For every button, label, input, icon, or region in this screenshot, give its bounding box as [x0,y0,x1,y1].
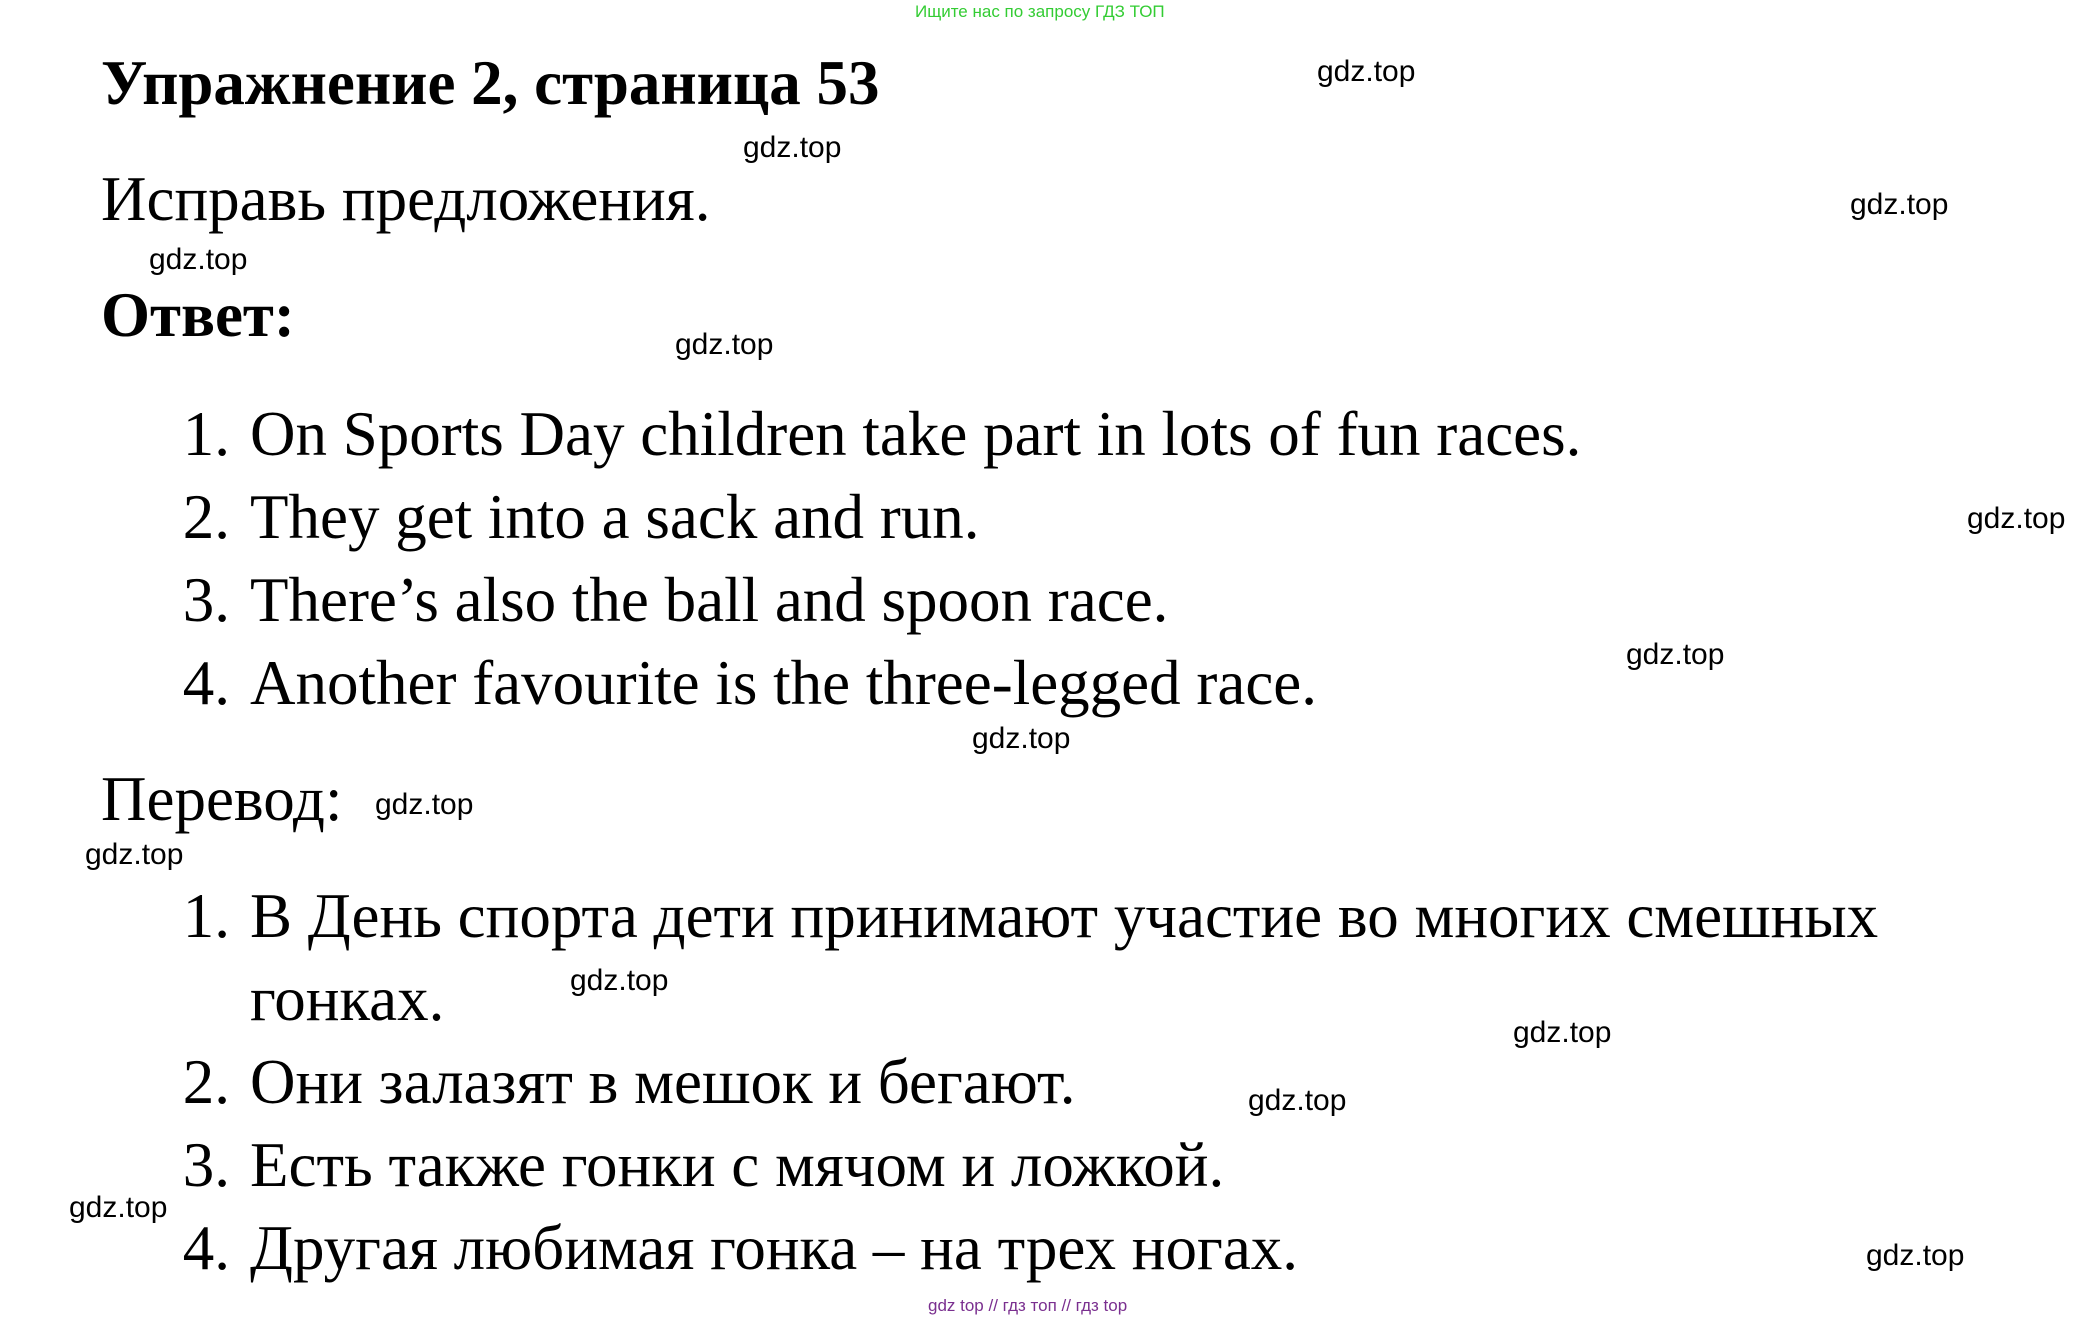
watermark: gdz.top [675,328,774,361]
translation-number: 1. [182,881,230,951]
answer-item [182,482,980,552]
answer-item [182,648,1318,718]
footer-watermark: gdz top // гдз топ // гдз top [928,1296,1128,1315]
translation-item [182,1047,1076,1117]
watermark: gdz.top [1248,1084,1347,1117]
watermark: gdz.top [1866,1239,1965,1272]
translation-item [182,1213,1299,1283]
page-title: Упражнение 2, страница 53 [101,48,880,118]
translation-heading: Перевод: [101,764,343,834]
answer-heading: Ответ: [101,280,295,350]
translation-text: В День спорта дети принимают участие во многих смешных [250,881,1879,951]
translation-number: 2. [182,1047,230,1117]
translation-text: Они залазят в мешок и бегают. [250,1047,1076,1117]
watermark: gdz.top [1850,188,1949,221]
watermark: gdz.top [743,131,842,164]
watermark: gdz.top [1317,55,1416,88]
answer-number: 4. [182,648,230,718]
answer-text: There’s also the ball and spoon race. [250,565,1169,635]
watermark: gdz.top [1967,502,2066,535]
watermark: gdz.top [570,964,669,997]
answer-item [182,399,1582,469]
translation-number: 4. [182,1213,230,1283]
watermark: gdz.top [69,1191,168,1224]
answer-text: They get into a sack and run. [250,482,980,552]
answer-number: 3. [182,565,230,635]
answer-number: 2. [182,482,230,552]
watermark: gdz.top [375,788,474,821]
translation-item [182,881,1879,951]
answer-number: 1. [182,399,230,469]
answer-text: On Sports Day children take part in lots of fun races. [250,399,1582,469]
translation-continuation: гонках. [250,964,445,1034]
search-hint: Ищите нас по запросу ГДЗ ТОП [915,2,1165,21]
translation-item [182,1130,1225,1200]
watermark: gdz.top [972,722,1071,755]
translation-text: Есть также гонки с мячом и ложкой. [250,1130,1225,1200]
answer-item [182,565,1169,635]
watermark: gdz.top [85,838,184,871]
translation-number: 3. [182,1130,230,1200]
watermark: gdz.top [1513,1016,1612,1049]
watermark: gdz.top [149,243,248,276]
translation-text: Другая любимая гонка – на трех ногах. [250,1213,1299,1283]
task-text: Исправь предложения. [101,164,711,234]
answer-text: Another favourite is the three-legged race. [250,648,1318,718]
watermark: gdz.top [1626,638,1725,671]
